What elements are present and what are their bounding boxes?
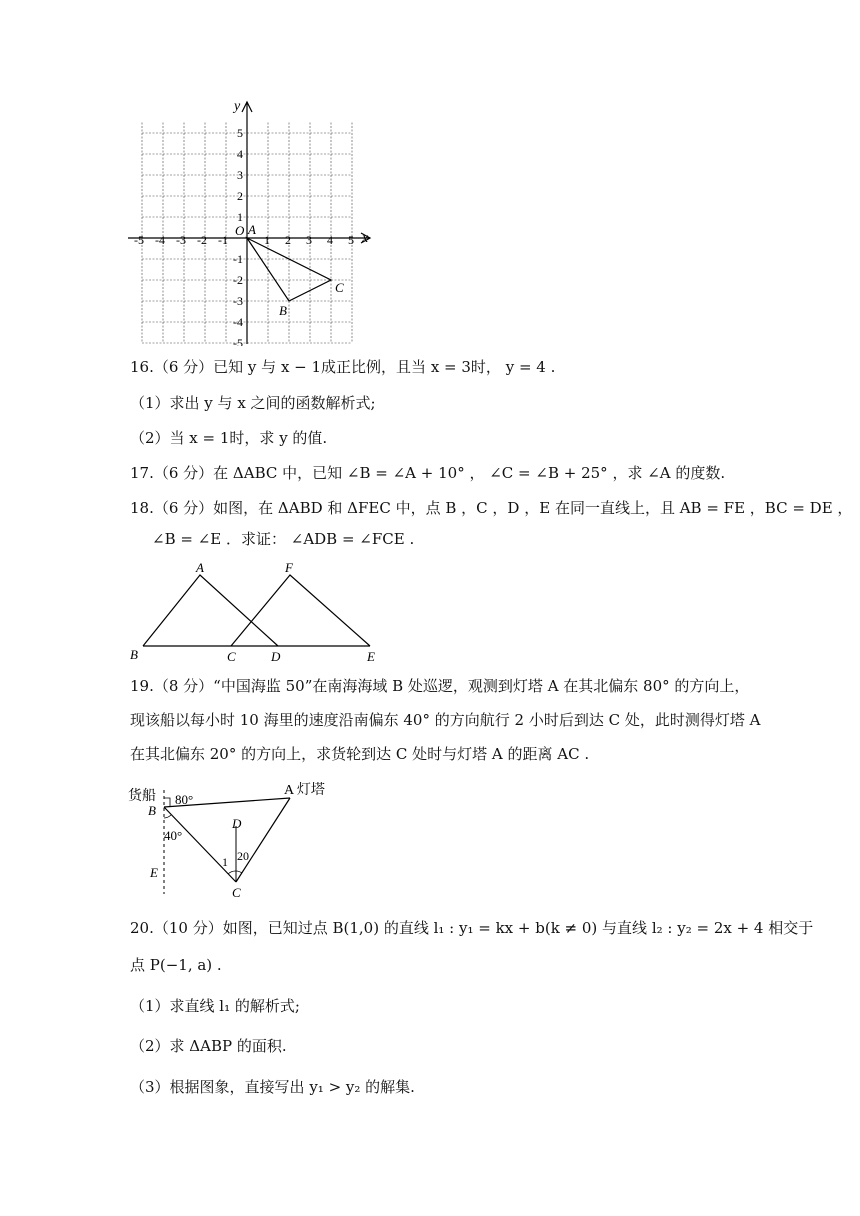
x-tick-label: 1 [264,233,270,247]
point-c-label: C [232,885,241,900]
x-tick-label: 5 [348,233,354,247]
y-tick-label: -4 [233,315,243,329]
q19-line1: 19.（8 分）“中国海监 50”在南海海域 B 处巡逻，观测到灯塔 A 在其北偏东 80° 的方向上， [130,677,750,695]
vertex-label-b: B [279,303,287,318]
x-tick-label: -5 [134,233,144,247]
y-tick-label: 3 [237,168,243,182]
label-b: B [130,647,138,662]
vertex-label-a: A [248,222,256,237]
q16-stem: 16.（6 分）已知 y 与 x − 1成正比例，且当 x = 3时， y = 4 . [130,358,556,376]
label-d: D [271,649,281,664]
point-d-label: D [232,816,242,831]
angle-40-label: 40° [164,828,183,843]
angle-1-label: 1 [222,855,228,869]
label-f: F [285,560,293,575]
angle-mark-40 [164,815,171,818]
label-e: E [367,649,375,664]
q18-line1: 18.（6 分）如图，在 ΔABD 和 ΔFEC 中，点 B ，C ，D ，E 在同一直线上，且 AB = FE ，BC = DE ， [130,499,853,517]
angle-arc-1 [228,871,236,874]
point-e-label: E [150,865,158,880]
y-axis-label: y [234,99,241,114]
triangle-fec [231,575,370,646]
angle-arc-20 [236,871,242,873]
ship-label: 货船 [128,789,156,804]
triangle-abd [143,575,278,646]
q17-stem: 17.（6 分）在 ΔABC 中，已知 ∠B = ∠A + 10° ， ∠C = ∠B + 25° ，求 ∠A 的度数. [130,464,726,482]
angle-mark-80 [164,798,170,806]
angle-80-label: 80° [175,792,194,807]
origin-label: O [235,223,245,238]
x-tick-label: 4 [327,233,333,247]
q19-navigation-figure [126,778,366,900]
q18-triangles-figure [126,558,386,666]
x-axis-label: x [362,231,369,246]
q19-line2: 现该船以每小时 10 海里的速度沿南偏东 40° 的方向航行 2 小时后到达 C 处，此时测得灯塔 A [130,711,761,729]
y-tick-label: 2 [237,189,243,203]
coordinate-grid-figure [128,96,380,346]
q20-line2: 点 P(−1, a) . [130,956,222,974]
y-tick-label: 5 [237,126,243,140]
q18-line2: ∠B = ∠E ．求证： ∠ADB = ∠FCE . [152,530,415,548]
q16-part2: （2）当 x = 1时，求 y 的值. [130,429,328,447]
vertex-label-c: C [335,280,344,295]
y-tick-label: -1 [233,252,243,266]
y-tick-label: 1 [237,210,243,224]
q19-line3: 在其北偏东 20° 的方向上，求货轮到达 C 处时与灯塔 A 的距离 AC . [130,745,590,763]
lighthouse-label: A 灯塔 [284,783,325,798]
x-tick-label: -4 [155,233,165,247]
y-tick-label: -2 [233,273,243,287]
label-c: C [227,649,236,664]
x-tick-label: 3 [306,233,312,247]
angle-20-label: 20 [237,849,249,863]
segment-bc [164,807,236,882]
q20-part2: （2）求 ΔABP 的面积. [130,1037,287,1055]
y-tick-label: 4 [237,147,243,161]
y-tick-label: -5 [233,336,243,346]
y-tick-label: -3 [233,294,243,308]
x-tick-label: -3 [176,233,186,247]
x-tick-label: -1 [218,233,228,247]
label-a: A [196,560,204,575]
q20-line1: 20.（10 分）如图，已知过点 B(1,0) 的直线 l₁ : y₁ = kx + b(k ≠ 0) 与直线 l₂ : y₂ = 2x + 4 相交于 [130,919,814,937]
x-tick-label: -2 [197,233,207,247]
x-tick-label: 2 [285,233,291,247]
segment-ac [236,798,290,882]
q20-part1: （1）求直线 l₁ 的解析式; [130,997,300,1015]
q20-part3: （3）根据图象，直接写出 y₁ > y₂ 的解集. [130,1078,415,1096]
q16-part1: （1）求出 y 与 x 之间的函数解析式; [130,394,376,412]
point-b-label: B [148,803,156,818]
